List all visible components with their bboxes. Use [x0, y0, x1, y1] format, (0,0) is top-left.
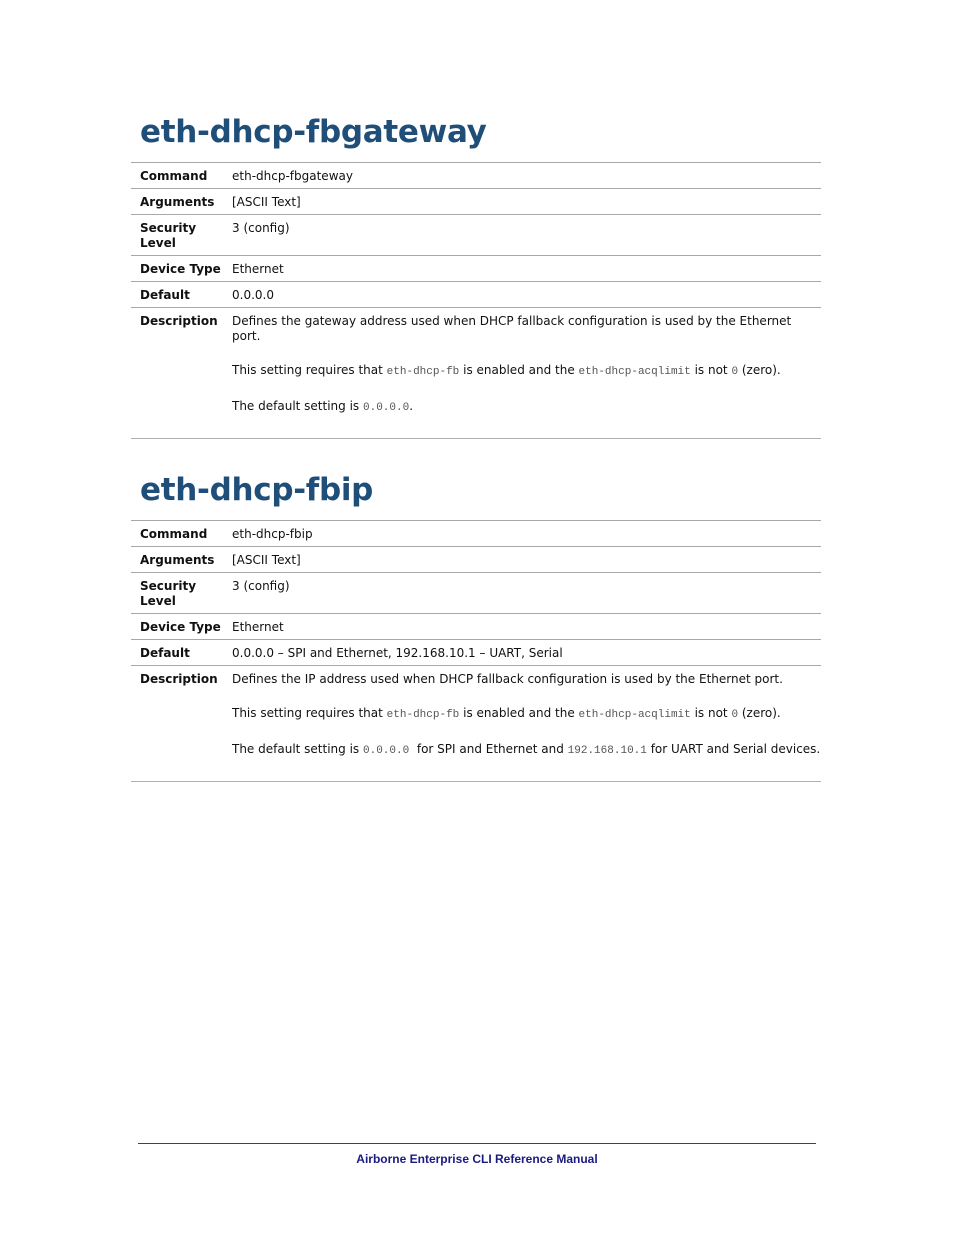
- row-label: Arguments: [140, 195, 215, 209]
- code-acqlimit: eth-dhcp-acqlimit: [578, 366, 691, 378]
- code-zero: 0: [731, 709, 739, 721]
- footer-title: Airborne Enterprise CLI Reference Manual: [356, 1152, 598, 1166]
- row-label: Default: [140, 288, 190, 302]
- command-section-fbip: [131, 468, 821, 782]
- row-label: Description: [140, 314, 218, 328]
- command-section-fbgateway: [131, 110, 821, 439]
- row-label: Security Level: [140, 221, 197, 250]
- default-text: The default setting is 0.0.0.0.: [232, 399, 414, 414]
- row-value: [ASCII Text]: [232, 195, 301, 209]
- row-value: eth-dhcp-fbgateway: [232, 169, 353, 183]
- row-value: Ethernet: [232, 262, 284, 276]
- footer-rule: [138, 1143, 816, 1144]
- table-row: [131, 189, 821, 215]
- table-row: [131, 547, 821, 573]
- default-text: The default setting is 0.0.0.0 for SPI and Ethernet and 192.168.10.1 for UART and Serial devices.: [232, 742, 821, 757]
- table-row: [131, 573, 821, 614]
- code-default-uart: 192.168.10.1: [567, 745, 647, 757]
- row-label: Arguments: [140, 553, 215, 567]
- row-value: 0.0.0.0 – SPI and Ethernet, 192.168.10.1 – UART, Serial: [232, 646, 563, 660]
- row-value: 0.0.0.0: [232, 288, 274, 302]
- code-default: 0.0.0.0: [363, 402, 410, 414]
- row-label: Security Level: [140, 579, 197, 608]
- description-row: [131, 666, 821, 782]
- table-row: [131, 256, 821, 282]
- row-label: Command: [140, 169, 208, 183]
- section-title: eth-dhcp-fbip: [140, 472, 374, 508]
- table-row: [131, 282, 821, 308]
- row-label: Default: [140, 646, 190, 660]
- row-value: eth-dhcp-fbip: [232, 527, 313, 541]
- table-row: [131, 614, 821, 640]
- row-value: Ethernet: [232, 620, 284, 634]
- row-label: Description: [140, 672, 218, 686]
- description-row: [131, 308, 821, 439]
- table-row: [131, 640, 821, 666]
- code-fb: eth-dhcp-fb: [386, 709, 460, 721]
- row-label: Device Type: [140, 262, 221, 276]
- requirement-text: This setting requires that eth-dhcp-fb is enabled and the eth-dhcp-acqlimit is not 0 (zero).: [232, 363, 781, 378]
- code-fb: eth-dhcp-fb: [386, 366, 460, 378]
- code-zero: 0: [731, 366, 739, 378]
- description-text: Defines the IP address used when DHCP fallback configuration is used by the Ethernet port.: [232, 672, 783, 686]
- command-table: [131, 162, 821, 439]
- table-row: [131, 163, 821, 189]
- code-default-spi: 0.0.0.0: [363, 745, 410, 757]
- row-label: Command: [140, 527, 208, 541]
- row-value: [ASCII Text]: [232, 553, 301, 567]
- description-text: Defines the gateway address used when DHCP fallback configuration is used by the Ethernet port.: [232, 314, 792, 343]
- code-acqlimit: eth-dhcp-acqlimit: [578, 709, 691, 721]
- table-row: [131, 521, 821, 547]
- requirement-text: This setting requires that eth-dhcp-fb is enabled and the eth-dhcp-acqlimit is not 0 (zero).: [232, 706, 781, 721]
- command-table: [131, 520, 821, 782]
- description-value: [232, 666, 821, 781]
- section-title: eth-dhcp-fbgateway: [140, 114, 487, 150]
- row-label: Device Type: [140, 620, 221, 634]
- description-value: [232, 308, 821, 438]
- row-value: 3 (config): [232, 221, 290, 235]
- row-value: 3 (config): [232, 579, 290, 593]
- table-row: [131, 215, 821, 256]
